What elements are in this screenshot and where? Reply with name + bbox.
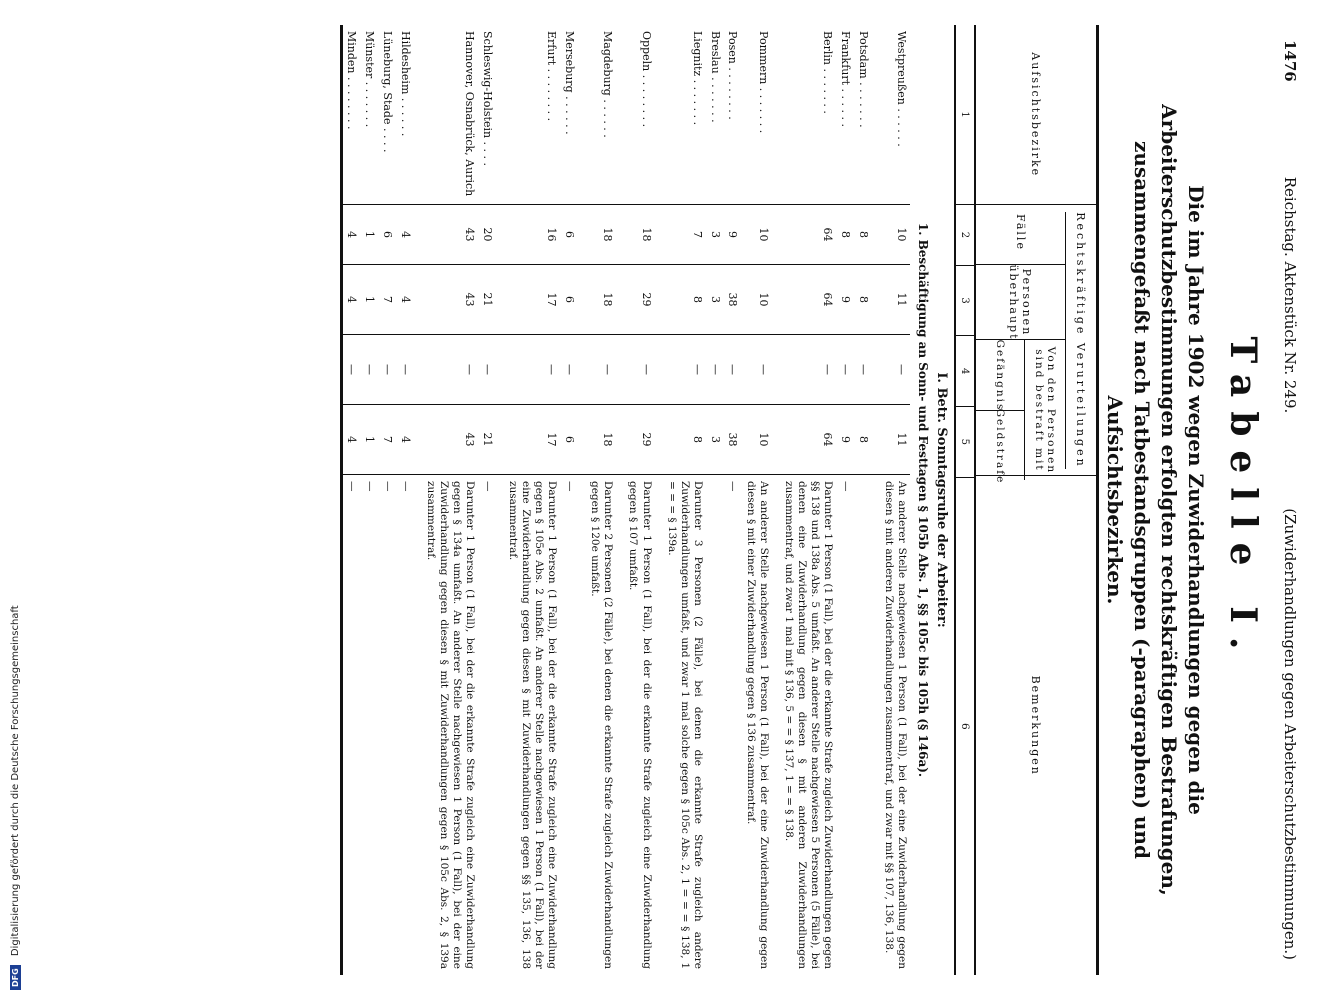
persons-cell: 1 bbox=[360, 265, 378, 335]
district-cell: Posen . . . . . . . . bbox=[724, 25, 742, 205]
persons-cell: 17 bbox=[504, 265, 561, 335]
persons-cell: 64 bbox=[780, 265, 837, 335]
cases-cell: 16 bbox=[504, 205, 561, 265]
notes-cell: Darunter 1 Person (1 Fall), bei der die erkannte Strafe zugleich eine Zuwiderhandlung gegen § 134a umfaßt. An anderer Stelle nachgewiesen 1 Person (1 Fall), bei der eine Zuwiderhandlung gegen diesen § mit Zuwiderhandlungen gegen § 105c Abs. 2, § 139a zusammentraf. bbox=[424, 481, 477, 969]
fine-cell: 10 bbox=[742, 405, 780, 475]
prison-cell: — bbox=[880, 335, 910, 405]
fine-cell: 43 bbox=[422, 405, 479, 475]
cases-cell: 6 bbox=[378, 205, 396, 265]
table-row bbox=[378, 25, 396, 975]
table-row bbox=[478, 25, 504, 975]
fine-cell: 29 bbox=[624, 405, 662, 475]
table-row bbox=[624, 25, 662, 975]
section-title: I. Betr. Sonntagsruhe der Arbeiter: bbox=[934, 372, 949, 628]
district-cell: Westpreußen . . . . . . bbox=[880, 25, 910, 205]
cases-cell: 18 bbox=[586, 205, 624, 265]
cases-cell: 9 bbox=[724, 205, 742, 265]
table-row bbox=[780, 25, 837, 975]
fine-cell: 4 bbox=[343, 405, 361, 475]
prison-cell: — bbox=[422, 335, 479, 405]
table-row bbox=[396, 25, 422, 975]
statistics-table bbox=[340, 25, 1099, 975]
cases-cell: 10 bbox=[880, 205, 910, 265]
persons-cell: 21 bbox=[478, 265, 504, 335]
notes-cell: Darunter 1 Person (1 Fall), bei der die erkannte Strafe zugleich Zuwiderhandlungen gegen §§ 138 und 138a Abs. 5 umfaßt. An anderer Stelle nachgewiesen 5 Personen (5 Fälle), bei denen eine Zuwiderhandlung gegen diesen § mit anderen Zuwiderhandlungen zusammentraf, und zwar 1 mal mit § 136, 5 = = § 137, 1 = = § 138. bbox=[782, 481, 835, 969]
district-cell: Oppeln . . . . . . . . bbox=[624, 25, 662, 205]
cases-cell: 4 bbox=[343, 205, 361, 265]
table-row bbox=[560, 25, 586, 975]
persons-cell: 7 bbox=[378, 265, 396, 335]
cases-cell: 4 bbox=[396, 205, 422, 265]
subsection-title: 1. Beschäftigung an Sonn- und Festtagen § 105b Abs. 1, §§ 105c bis 105h (§ 146a). bbox=[916, 222, 930, 778]
digitization-credit bbox=[10, 605, 21, 990]
header-punished-group bbox=[976, 339, 1065, 485]
header-convictions-group bbox=[976, 205, 1096, 485]
digitization-credit-text: Digitalisierung gefördert durch die Deutsche Forschungsgemeinschaft bbox=[10, 605, 21, 957]
district-cell: Schleswig-Holstein . . . . bbox=[478, 25, 504, 205]
fine-cell: 64 bbox=[780, 405, 837, 475]
header-persons: Personen überhaupt bbox=[976, 265, 1065, 340]
prison-cell: — bbox=[378, 335, 396, 405]
table-row bbox=[504, 25, 561, 975]
fine-cell: 18 bbox=[586, 405, 624, 475]
prison-cell: — bbox=[343, 335, 361, 405]
table-row bbox=[586, 25, 624, 975]
district-cell: Pommern . . . . . . . bbox=[742, 25, 780, 205]
table-row bbox=[724, 25, 742, 975]
district-cell: Hannover, Osnabrück, Aurich bbox=[422, 25, 479, 205]
persons-cell: 9 bbox=[836, 265, 854, 335]
cases-cell: 43 bbox=[422, 205, 479, 265]
notes-cell: — bbox=[727, 481, 740, 492]
prison-cell: — bbox=[742, 335, 780, 405]
running-topic: (Zuwiderhandlungen gegen Arbeiterschutzbestimmungen.) bbox=[1281, 508, 1299, 960]
prison-cell: — bbox=[624, 335, 662, 405]
table-row bbox=[360, 25, 378, 975]
district-cell: Erfurt . . . . . . . . bbox=[504, 25, 561, 205]
column-number: 2 bbox=[956, 205, 974, 266]
notes-cell: — bbox=[840, 481, 852, 492]
prison-cell: — bbox=[854, 335, 880, 405]
table-header bbox=[974, 25, 1096, 975]
digitization-footer bbox=[0, 0, 22, 1000]
table-row bbox=[836, 25, 854, 975]
prison-cell: — bbox=[396, 335, 422, 405]
column-number-row bbox=[954, 25, 974, 975]
district-cell: Potsdam . . . . . . . bbox=[854, 25, 880, 205]
table-row bbox=[742, 25, 780, 975]
column-number: 1 bbox=[956, 25, 974, 205]
prison-cell: — bbox=[663, 335, 706, 405]
persons-cell: 8 bbox=[854, 265, 880, 335]
prison-cell: — bbox=[836, 335, 854, 405]
notes-cell: — bbox=[346, 481, 359, 492]
persons-cell: 4 bbox=[343, 265, 361, 335]
fine-cell: 6 bbox=[560, 405, 586, 475]
table-row bbox=[422, 25, 479, 975]
notes-cell: Darunter 1 Person (1 Fall), bei der die erkannte Strafe zugleich eine Zuwiderhandlung gegen § 105e Abs. 2 umfaßt. An anderer Stelle nachgewiesen 1 Person (1 Fall), bei der eine Zuwiderhandlung gegen diesen § mit Zuwiderhandlungen gegen §§ 135, 136, 138 zusammentraf. bbox=[507, 481, 559, 969]
persons-cell: 6 bbox=[560, 265, 586, 335]
district-cell: Breslau . . . . . . . bbox=[706, 25, 724, 205]
fine-cell: 11 bbox=[880, 405, 910, 475]
column-number: 3 bbox=[956, 266, 974, 337]
cases-cell: 6 bbox=[560, 205, 586, 265]
table-title: Tabelle I. bbox=[1222, 336, 1264, 664]
cases-cell: 7 bbox=[663, 205, 706, 265]
district-cell: Minden . . . . . . . . bbox=[343, 25, 361, 205]
cases-cell: 18 bbox=[624, 205, 662, 265]
page-number: 1476 bbox=[1281, 40, 1299, 82]
fine-cell: 1 bbox=[360, 405, 378, 475]
prison-cell: — bbox=[706, 335, 724, 405]
prison-cell: — bbox=[724, 335, 742, 405]
district-cell: Lüneburg, Stade . . . . bbox=[378, 25, 396, 205]
table-row bbox=[854, 25, 880, 975]
persons-cell: 29 bbox=[624, 265, 662, 335]
notes-cell: Darunter 1 Person (1 Fall), bei der die erkannte Strafe zugleich eine Zuwiderhandlung gegen § 107 umfaßt. bbox=[627, 481, 653, 969]
table-subtitle: Die im Jahre 1902 wegen Zuwiderhandlungen gegen die Arbeiterschutzbestimmungen erfolgten rechtskräftigen Bestrafungen, zusammengefaßt nach Tatbestandsgruppen (-paragraphen) und Aufsichtsbezirken. bbox=[1103, 104, 1208, 896]
column-number: 5 bbox=[956, 407, 974, 478]
dfg-logo: DFG bbox=[10, 965, 21, 990]
persons-cell: 3 bbox=[706, 265, 724, 335]
header-fine: Geldstrafe bbox=[994, 408, 1006, 485]
cases-cell: 1 bbox=[360, 205, 378, 265]
header-convictions: Rechtskräftige Verurteilungen bbox=[1065, 212, 1096, 468]
prison-cell: — bbox=[360, 335, 378, 405]
cases-cell: 3 bbox=[706, 205, 724, 265]
prison-cell: — bbox=[586, 335, 624, 405]
header-notes: Bemerkungen bbox=[1029, 675, 1043, 776]
publication-reference: Reichstag. Aktenstück Nr. 249. bbox=[1281, 176, 1299, 414]
notes-cell: An anderer Stelle nachgewiesen 1 Person (1 Fall), bei der eine Zuwiderhandlung gegen diesen § mit einer Zuwiderhandlung gegen § 136 zusammentraf. bbox=[744, 481, 770, 969]
persons-cell: 8 bbox=[663, 265, 706, 335]
prison-cell: — bbox=[560, 335, 586, 405]
fine-cell: 17 bbox=[504, 405, 561, 475]
notes-cell: Darunter 3 Personen (2 Fälle), bei denen die erkannte Strafe zugleich andere Zuwiderhandlungen umfaßt, und zwar 1 mal solche gegen § 105c Abs. 2, 1 = = = § 138, 1 = = = § 139a. bbox=[665, 481, 704, 969]
fine-cell: 38 bbox=[724, 405, 742, 475]
cases-cell: 10 bbox=[742, 205, 780, 265]
table-row bbox=[343, 25, 361, 975]
table-row bbox=[880, 25, 910, 975]
column-number: 4 bbox=[956, 336, 974, 407]
running-head bbox=[1281, 40, 1299, 960]
persons-cell: 38 bbox=[724, 265, 742, 335]
notes-cell: — bbox=[481, 481, 494, 492]
district-cell: Frankfurt . . . . . . bbox=[836, 25, 854, 205]
district-cell: Liegnitz . . . . . . . bbox=[663, 25, 706, 205]
fine-cell: 3 bbox=[706, 405, 724, 475]
notes-cell bbox=[854, 475, 880, 975]
prison-cell: — bbox=[504, 335, 561, 405]
cases-cell: 20 bbox=[478, 205, 504, 265]
persons-cell: 10 bbox=[742, 265, 780, 335]
persons-cell: 4 bbox=[396, 265, 422, 335]
header-punished: Von den Personen sind bestraft mit bbox=[1024, 340, 1065, 480]
header-punished-subcolumns bbox=[976, 339, 1024, 485]
cases-cell: 64 bbox=[780, 205, 837, 265]
header-cases: Fälle bbox=[976, 200, 1065, 265]
fine-cell: 4 bbox=[396, 405, 422, 475]
fine-cell: 9 bbox=[836, 405, 854, 475]
table-row bbox=[706, 25, 724, 975]
notes-cell: — bbox=[399, 481, 412, 492]
cases-cell: 8 bbox=[836, 205, 854, 265]
persons-cell: 43 bbox=[422, 265, 479, 335]
district-cell: Merseburg . . . . . . bbox=[560, 25, 586, 205]
prison-cell: — bbox=[478, 335, 504, 405]
persons-cell: 18 bbox=[586, 265, 624, 335]
district-cell: Magdeburg . . . . . . bbox=[586, 25, 624, 205]
notes-cell: Darunter 2 Personen (2 Fälle), bei denen die erkannte Strafe zugleich Zuwiderhandlungen gegen § 120e umfaßt. bbox=[589, 481, 615, 969]
header-convictions-subcolumns bbox=[976, 200, 1065, 485]
table-row bbox=[663, 25, 706, 975]
district-cell: Berlin . . . . . . . bbox=[780, 25, 837, 205]
district-cell: Hildesheim . . . . . . bbox=[396, 25, 422, 205]
notes-cell: — bbox=[364, 481, 377, 492]
prison-cell: — bbox=[780, 335, 837, 405]
notes-cell bbox=[706, 475, 724, 975]
header-prison: Gefängnis bbox=[976, 340, 1024, 411]
column-number: 6 bbox=[959, 722, 971, 730]
notes-cell: — bbox=[564, 481, 577, 492]
notes-cell: An anderer Stelle nachgewiesen 1 Person (1 Fall), bei der eine Zuwiderhandlung gegen diesen § mit anderen Zuwiderhandlungen zusammentraf, und zwar mit §§ 107, 136, 138. bbox=[882, 481, 908, 969]
persons-cell: 11 bbox=[880, 265, 910, 335]
table-body bbox=[343, 25, 910, 975]
fine-cell: 21 bbox=[478, 405, 504, 475]
header-district: Aufsichtsbezirke bbox=[976, 25, 1096, 205]
fine-cell: 7 bbox=[378, 405, 396, 475]
district-cell: Münster . . . . . . . bbox=[360, 25, 378, 205]
notes-cell: — bbox=[381, 481, 394, 492]
fine-cell: 8 bbox=[663, 405, 706, 475]
cases-cell: 8 bbox=[854, 205, 880, 265]
fine-cell: 8 bbox=[854, 405, 880, 475]
